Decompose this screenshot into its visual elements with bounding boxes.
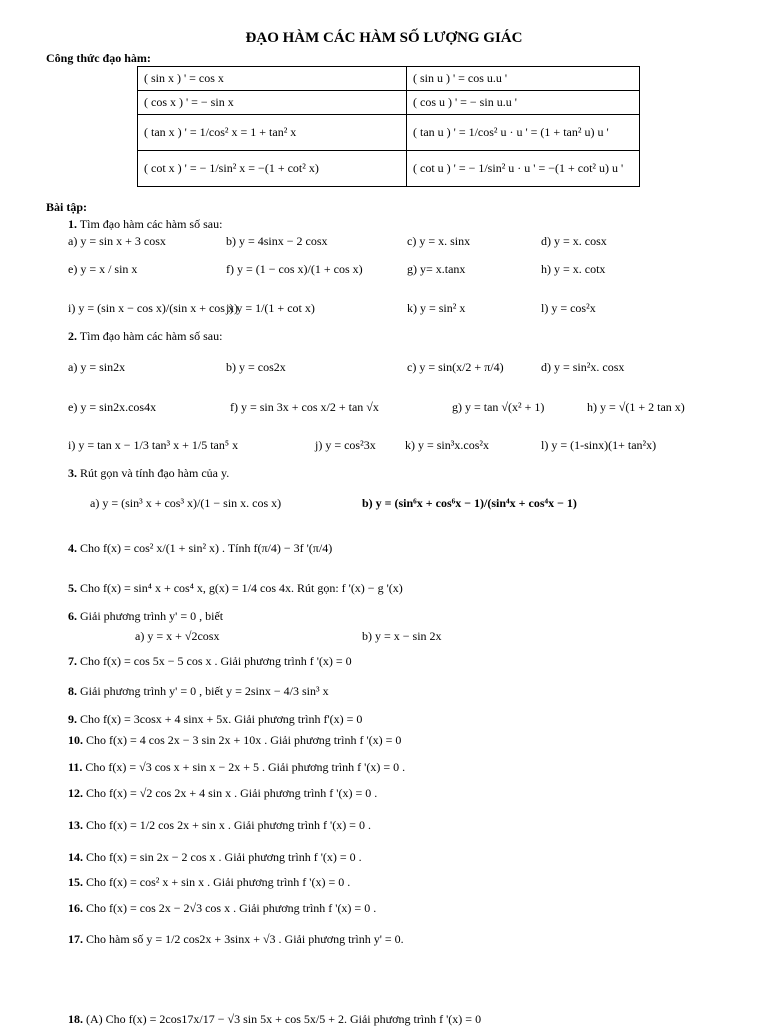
exercise-item: g) y = tan √(x² + 1) [452, 400, 545, 414]
exercise-number: 15. [68, 875, 83, 889]
exercise-text: Giải phương trình y' = 0 , biết y = 2sinx − 4/3 sin³ x [80, 684, 329, 698]
exercise-number: 3. [68, 466, 77, 480]
exercise-item: b) y = (sin⁶x + cos⁶x − 1)/(sin⁴x + cos⁴x − 1) [362, 496, 577, 510]
exercise-item: h) y = x. cotx [541, 262, 606, 276]
formula-cell: ( cos u ) ' = − sin u.u ' [407, 91, 640, 115]
exercise-text: Cho f(x) = 3cosx + 4 sinx + 5x. Giải phương trình f'(x) = 0 [80, 712, 363, 726]
exercise-text: Cho f(x) = cos² x + sin x . Giải phương trình f '(x) = 0 . [86, 875, 351, 889]
exercise-line [68, 1012, 481, 1027]
exercise-line [68, 609, 223, 624]
exercise-line [68, 541, 332, 556]
exercise-item: b) y = cos2x [226, 360, 286, 374]
exercise-item: k) y = sin³x.cos²x [405, 438, 489, 452]
exercise-text: Giải phương trình y' = 0 , biết [80, 609, 224, 623]
exercise-item: a) y = x + √2cosx [135, 629, 220, 643]
table-row [138, 151, 640, 187]
exercise-number: 9. [68, 712, 77, 726]
exercise-number: 13. [68, 818, 83, 832]
exercise-prompt: Rút gọn và tính đạo hàm của y. [80, 466, 230, 480]
table-row [138, 91, 640, 115]
exercise-number: 4. [68, 541, 77, 555]
exercise-line [68, 654, 352, 669]
exercise-item: c) y = sin(x/2 + π/4) [407, 360, 504, 374]
formula-cell: ( cot u ) ' = − 1/sin² u · u ' = −(1 + cot² u) u ' [407, 151, 640, 187]
exercise-text: Cho f(x) = sin⁴ x + cos⁴ x, g(x) = 1/4 cos 4x. Rút gọn: f '(x) − g '(x) [80, 581, 403, 595]
exercise-item: l) y = cos²x [541, 301, 596, 315]
exercise-number: 10. [68, 733, 83, 747]
formula-cell: ( sin u ) ' = cos u.u ' [407, 67, 640, 91]
exercise-number: 2. [68, 329, 77, 343]
exercise-number: 1. [68, 217, 77, 231]
exercise-line [68, 786, 377, 801]
exercise-text: Cho f(x) = cos 2x − 2√3 cos x . Giải phương trình f '(x) = 0 . [86, 901, 377, 915]
exercise-line [68, 875, 350, 890]
exercise-line [68, 684, 329, 699]
exercise-item: k) y = sin² x [407, 301, 466, 315]
exercise-prompt: Tìm đạo hàm các hàm số sau: [79, 217, 223, 231]
exercise-line [68, 733, 401, 748]
exercise-line [68, 850, 362, 865]
exercise-item: b) y = x − sin 2x [362, 629, 442, 643]
exercise-item: g) y= x.tanx [407, 262, 466, 276]
page-title: ĐẠO HÀM CÁC HÀM SỐ LƯỢNG GIÁC [245, 30, 523, 46]
exercise-heading: Bài tập: [46, 200, 88, 214]
exercise-item: f) y = (1 − cos x)/(1 + cos x) [226, 262, 363, 276]
table-row [138, 115, 640, 151]
exercise-number: 16. [68, 901, 83, 915]
exercise-number: 18. [68, 1012, 83, 1026]
exercise-item: d) y = sin²x. cosx [541, 360, 625, 374]
exercise-text: Cho f(x) = sin 2x − 2 cos x . Giải phương trình f '(x) = 0 . [86, 850, 362, 864]
exercise-number: 12. [68, 786, 83, 800]
formula-cell: ( cot x ) ' = − 1/sin² x = −(1 + cot² x) [138, 151, 407, 187]
exercise-line [68, 818, 371, 833]
exercise-item: f) y = sin 3x + cos x/2 + tan √x [230, 400, 379, 414]
exercise-number: 14. [68, 850, 83, 864]
exercise-text: Cho f(x) = cos 5x − 5 cos x . Giải phương trình f '(x) = 0 [80, 654, 352, 668]
exercise-line [68, 712, 362, 727]
exercise-line [68, 581, 403, 596]
exercise-text: Cho f(x) = √2 cos 2x + 4 sin x . Giải phương trình f '(x) = 0 . [86, 786, 378, 800]
exercise-text: Cho f(x) = √3 cos x + sin x − 2x + 5 . Giải phương trình f '(x) = 0 . [85, 760, 406, 774]
exercise-item: e) y = sin2x.cos4x [68, 400, 157, 414]
formula-cell: ( tan u ) ' = 1/cos² u · u ' = (1 + tan² u) u ' [407, 115, 640, 151]
exercise-1-title [68, 217, 222, 232]
exercise-text: Cho f(x) = cos² x/(1 + sin² x) . Tính f(π/4) − 3f '(π/4) [80, 541, 333, 555]
exercise-text: Cho f(x) = 4 cos 2x − 3 sin 2x + 10x . Giải phương trình f '(x) = 0 [86, 733, 402, 747]
exercise-2-title [68, 329, 222, 344]
exercise-item: b) y = 4sinx − 2 cosx [226, 234, 328, 248]
exercise-item: i) y = (sin x − cos x)/(sin x + cos x) [68, 301, 238, 315]
exercise-line [68, 932, 404, 947]
exercise-text: Cho f(x) = 1/2 cos 2x + sin x . Giải phương trình f '(x) = 0 . [86, 818, 371, 832]
exercise-item: l) y = (1-sinx)(1+ tan²x) [541, 438, 657, 452]
exercise-line [68, 901, 376, 916]
formula-cell: ( cos x ) ' = − sin x [138, 91, 407, 115]
formula-table [137, 66, 640, 187]
table-row [138, 67, 640, 91]
exercise-item: h) y = √(1 + 2 tan x) [587, 400, 685, 414]
exercise-item: c) y = x. sinx [407, 234, 471, 248]
exercise-3-title [68, 466, 229, 481]
exercise-item: j) y = 1/(1 + cot x) [226, 301, 315, 315]
exercise-line [68, 760, 405, 775]
exercise-item: j) y = cos²3x [315, 438, 376, 452]
exercise-number: 11. [68, 760, 83, 774]
exercise-item: d) y = x. cosx [541, 234, 607, 248]
exercise-text: (A) Cho f(x) = 2cos17x/17 − √3 sin 5x + cos 5x/5 + 2. Giải phương trình f '(x) = 0 [86, 1012, 482, 1026]
exercise-text: Cho hàm số y = 1/2 cos2x + 3sinx + √3 . Giải phương trình y' = 0. [86, 932, 404, 946]
exercise-number: 17. [68, 932, 83, 946]
exercise-prompt: Tìm đạo hàm các hàm số sau: [79, 329, 223, 343]
exercise-number: 8. [68, 684, 77, 698]
exercise-item: a) y = sin x + 3 cosx [68, 234, 166, 248]
exercise-item: a) y = (sin³ x + cos³ x)/(1 − sin x. cos x) [90, 496, 282, 510]
exercise-item: a) y = sin2x [68, 360, 126, 374]
formula-heading: Công thức đạo hàm: [46, 51, 151, 65]
exercise-number: 7. [68, 654, 77, 668]
exercise-number: 6. [68, 609, 77, 623]
formula-cell: ( tan x ) ' = 1/cos² x = 1 + tan² x [138, 115, 407, 151]
exercise-item: e) y = x / sin x [68, 262, 138, 276]
exercise-number: 5. [68, 581, 77, 595]
formula-cell: ( sin x ) ' = cos x [138, 67, 407, 91]
exercise-item: i) y = tan x − 1/3 tan³ x + 1/5 tan⁵ x [68, 438, 239, 452]
